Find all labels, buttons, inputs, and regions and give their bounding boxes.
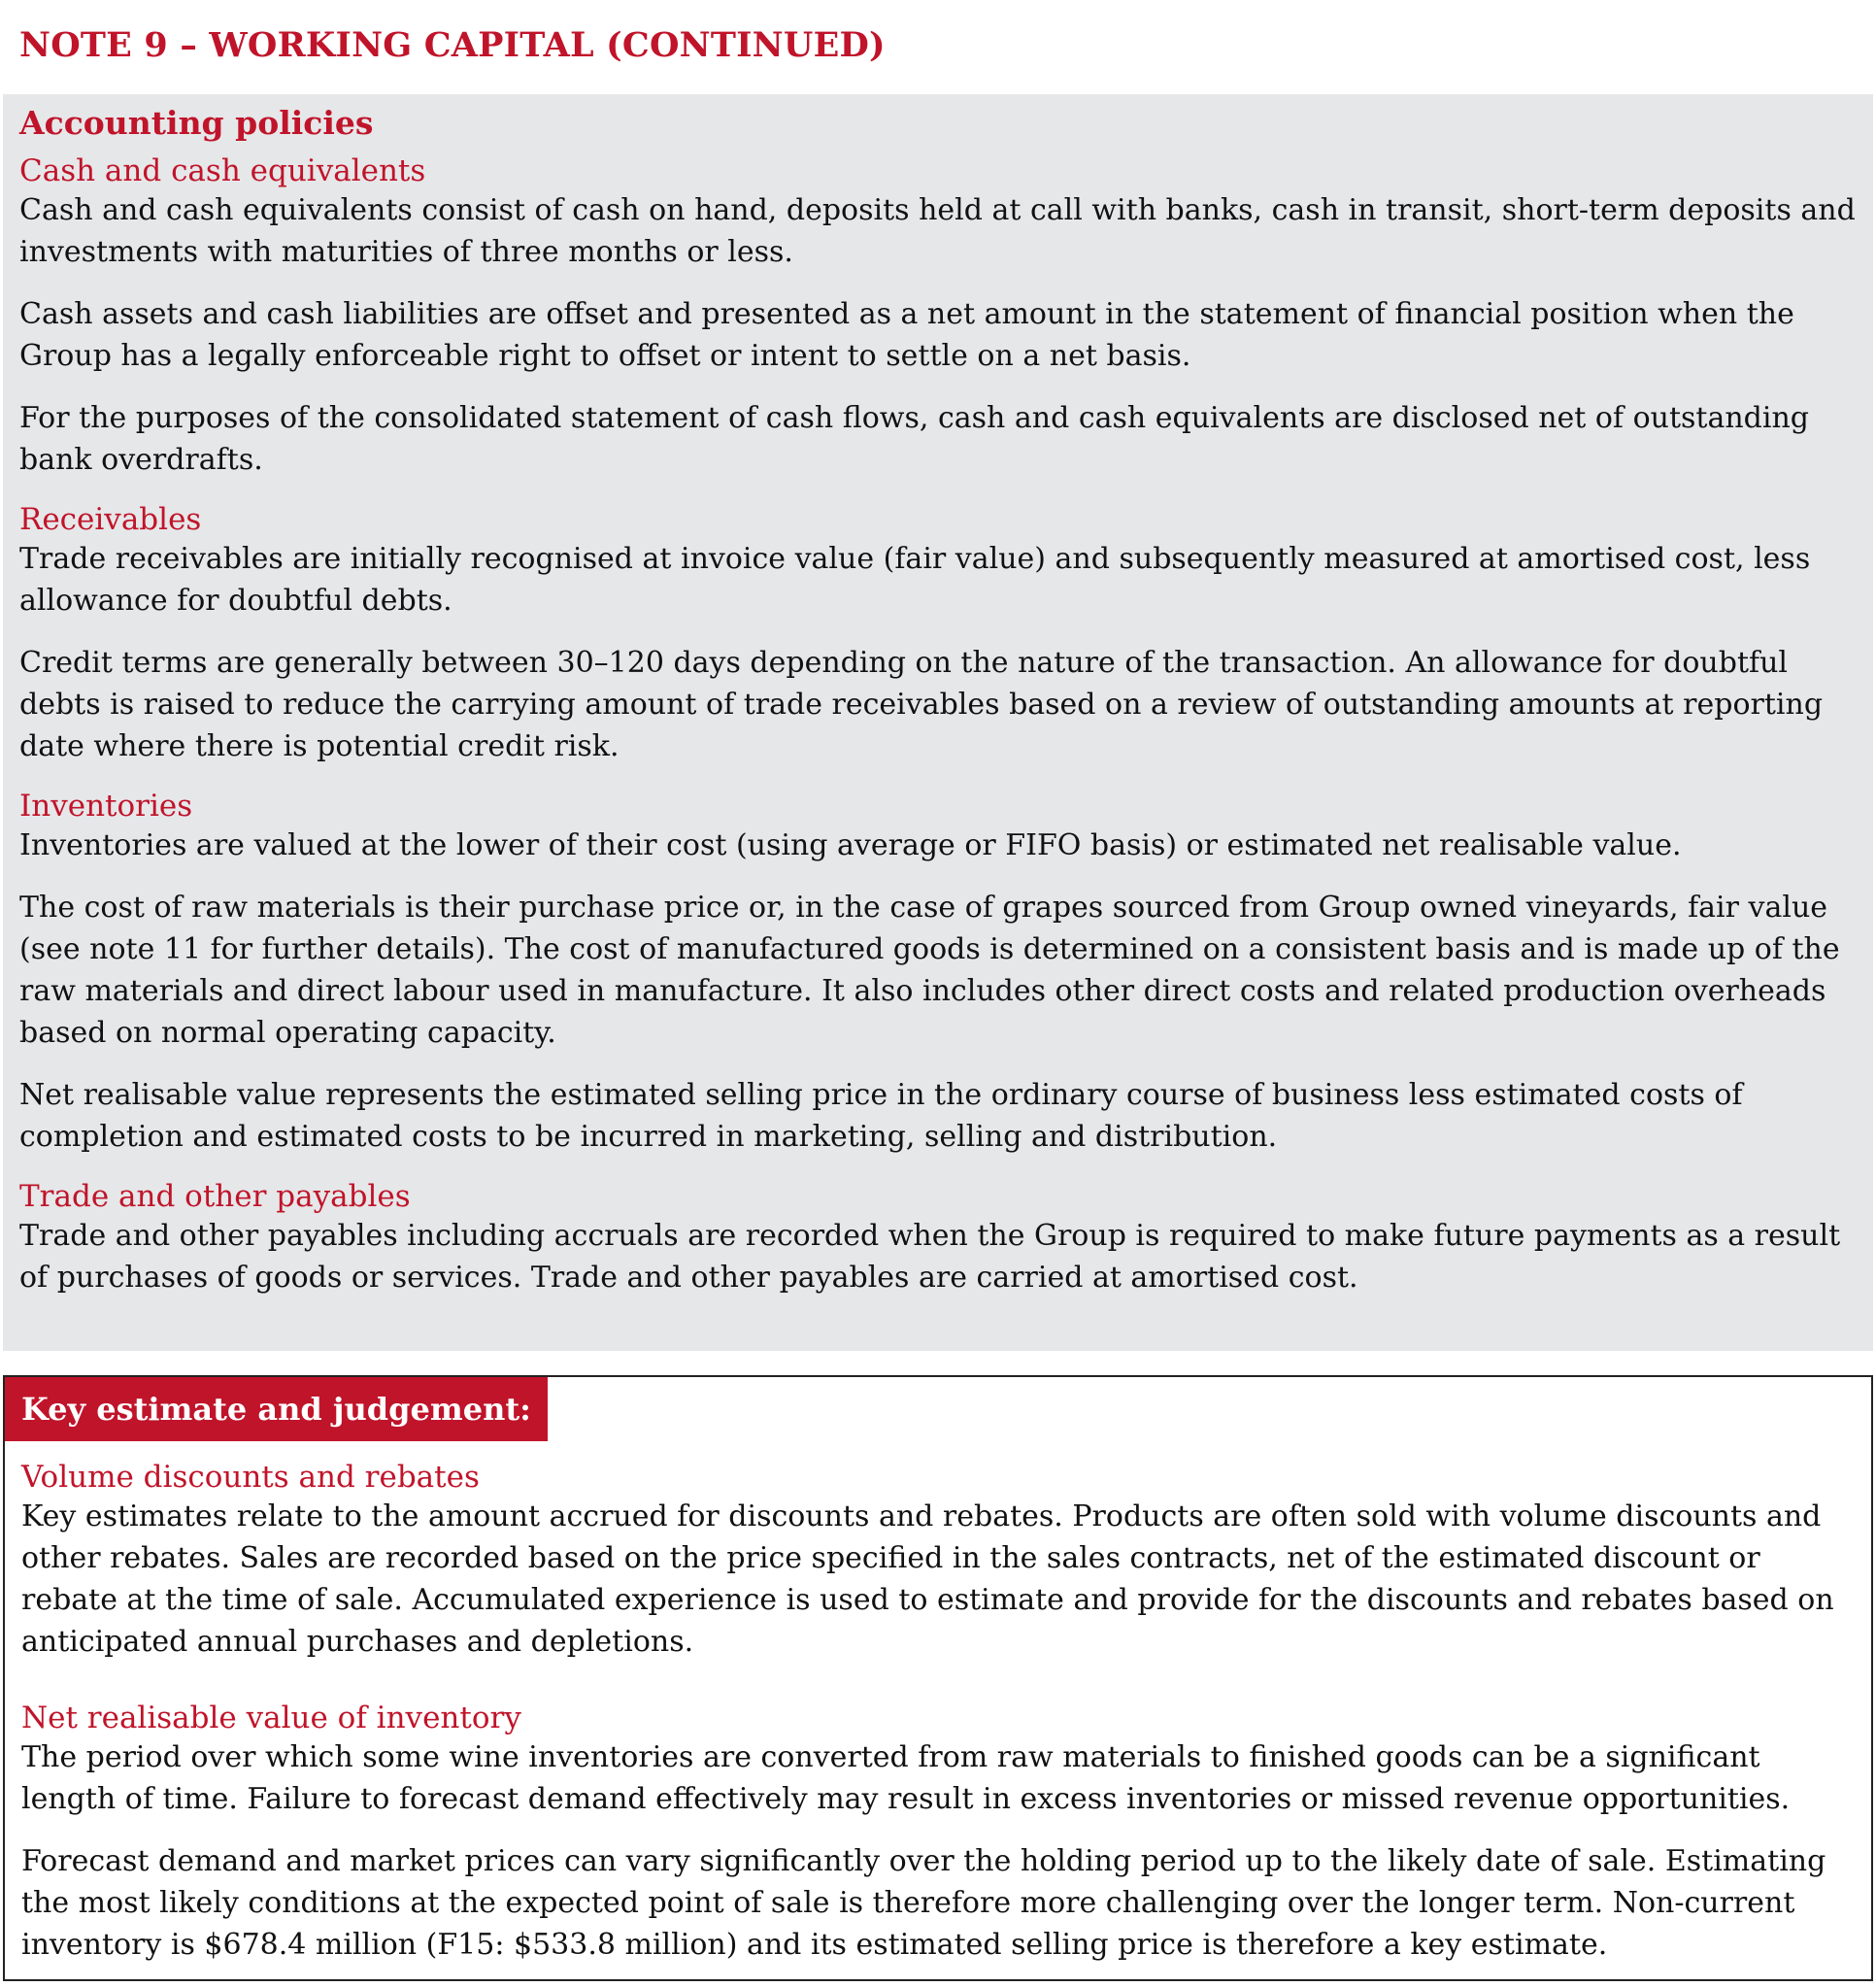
key-estimate-content	[21, 1459, 1863, 1986]
cash-section	[19, 152, 1857, 481]
payables-heading: Trade and other payables	[19, 1179, 411, 1214]
inventories-section	[19, 788, 1857, 1158]
payables-paragraph-1: Trade and other payables including accruals are recorded when the Group is required to make future payments as a result of purchases of goods or services. Trade and other payables are carried at amortised cost.	[19, 1219, 1841, 1295]
inventories-paragraph-2: The cost of raw materials is their purchase price or, in the case of grapes sourced from Group owned vineyards, fair value (see note 11 for further details). The cost of manufactured goods is determined on a consistent basis and is made up of the raw materials and direct labour used in manufacture. It also includes other direct costs and related production overheads based on normal operating capacity.	[19, 891, 1840, 1050]
inventories-heading: Inventories	[19, 789, 193, 824]
note-title: NOTE 9 – WORKING CAPITAL (CONTINUED)	[19, 25, 886, 65]
cash-paragraph-1: Cash and cash equivalents consist of cash on hand, deposits held at call with banks, cash in transit, short-term deposits and investments with maturities of three months or less.	[19, 193, 1856, 269]
inventories-paragraph-3: Net realisable value represents the estimated selling price in the ordinary course of business less estimated costs of completion and estimated costs to be incurred in marketing, selling and distribution.	[19, 1078, 1743, 1154]
key-estimate-box	[3, 1375, 1873, 1981]
nrv-inventory-paragraph-1: The period over which some wine inventories are converted from raw materials to finished goods can be a significant length of time. Failure to forecast demand effectively may result in excess inventories or missed revenue opportunities.	[21, 1740, 1791, 1816]
receivables-paragraph-1: Trade receivables are initially recognised at invoice value (fair value) and subsequently measured at amortised cost, less allowance for doubtful debts.	[19, 542, 1811, 618]
inventories-paragraph-1: Inventories are valued at the lower of their cost (using average or FIFO basis) or estimated net realisable value.	[19, 828, 1682, 862]
receivables-paragraph-2: Credit terms are generally between 30–120 days depending on the nature of the transaction. An allowance for doubtful debts is raised to reduce the carrying amount of trade receivables based on a review of outstanding amounts at reporting date where there is potential credit risk.	[19, 646, 1824, 763]
nrv-inventory-paragraph-2: Forecast demand and market prices can vary significantly over the holding period up to the likely date of sale. Estimating the most likely conditions at the expected point of sale is therefore more challenging over the longer term. Non-current inventory is $678.4 million (F15: $533.8 million) and its estimated selling price is therefore a key estimate.	[21, 1844, 1826, 1962]
nrv-inventory-heading: Net realisable value of inventory	[21, 1701, 521, 1735]
receivables-section	[19, 501, 1857, 767]
payables-section	[19, 1178, 1857, 1298]
key-estimate-banner: Key estimate and judgement:	[5, 1377, 548, 1441]
volume-discounts-paragraph: Key estimates relate to the amount accrued for discounts and rebates. Products are often sold with volume discounts and other rebates. Sales are recorded based on the price specified in the sales contracts, net of the estimated discount or rebate at the time of sale. Accumulated experience is used to estimate and provide for the discounts and rebates based on anticipated annual purchases and depletions.	[21, 1499, 1834, 1659]
cash-paragraph-3: For the purposes of the consolidated statement of cash flows, cash and cash equivalents are disclosed net of outstanding bank overdrafts.	[19, 401, 1809, 477]
volume-discounts-heading: Volume discounts and rebates	[21, 1460, 480, 1495]
cash-heading: Cash and cash equivalents	[19, 153, 426, 188]
receivables-heading: Receivables	[19, 502, 202, 537]
accounting-policies-heading: Accounting policies	[19, 104, 374, 142]
accounting-policies-panel	[3, 94, 1873, 1351]
cash-paragraph-2: Cash assets and cash liabilities are offset and presented as a net amount in the statement of financial position when the Group has a legally enforceable right to offset or intent to settle on a net basis.	[19, 297, 1794, 373]
